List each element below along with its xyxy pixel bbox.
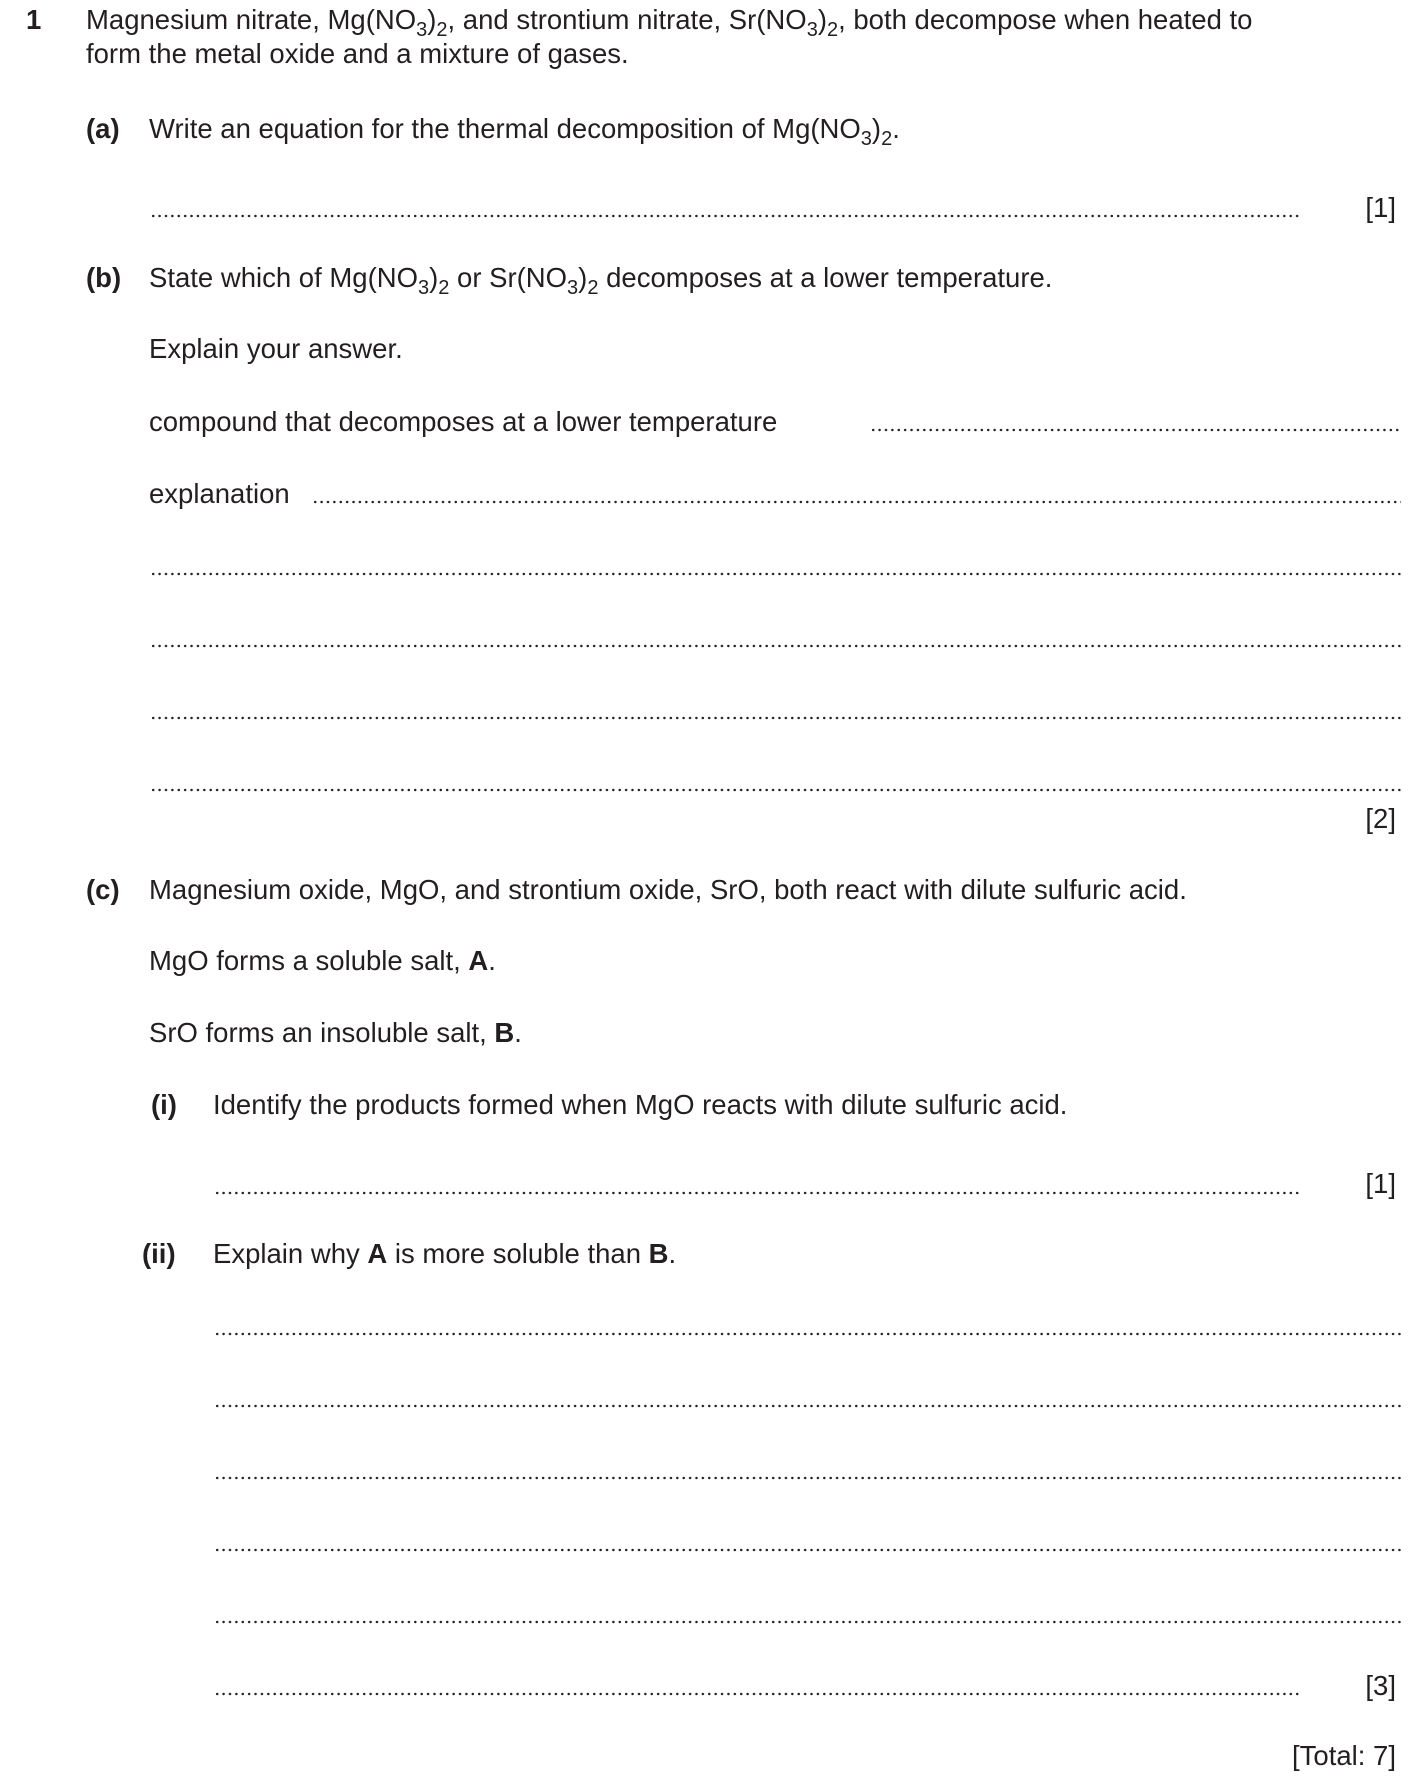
part-c-ii-mark: [3] <box>1365 1670 1396 1701</box>
part-c-salt-a: MgO forms a soluble salt, A. <box>149 945 496 976</box>
part-b-explanation-line-2[interactable] <box>150 572 1401 576</box>
part-a-mark: [1] <box>1365 192 1396 223</box>
part-c-ii-answer-line-2[interactable] <box>214 1404 1401 1408</box>
part-b-explanation-line-4[interactable] <box>150 716 1401 720</box>
part-c-i-answer-line[interactable] <box>214 1191 1300 1195</box>
part-b-mark: [2] <box>1365 803 1396 834</box>
part-b-explanation-line-1[interactable] <box>312 500 1401 504</box>
part-b-text: State which of $Mg(NO_3)_2$ or $Sr(NO_3)_2$ decomposes at a lower temperature. <box>149 262 1053 299</box>
part-c-ii-answer-line-1[interactable] <box>214 1332 1401 1336</box>
part-a-label: (a) <box>86 113 120 144</box>
question-total: [Total: 7] <box>1292 1740 1396 1771</box>
part-b-instruction: Explain your answer. <box>149 333 403 364</box>
part-c-i-label: (i) <box>151 1089 177 1120</box>
question-intro-line1: Magnesium nitrate, $Mg(NO_3)_2$, and strontium nitrate, $Sr(NO_3)_2$, both decompose when heated to <box>86 4 1253 41</box>
part-c-ii-text: Explain why A is more soluble than B. <box>213 1238 677 1269</box>
part-c-ii-answer-line-6[interactable] <box>214 1692 1300 1696</box>
part-b-explanation-label: explanation <box>149 478 290 509</box>
part-a-answer-line[interactable] <box>150 214 1300 218</box>
part-c-ii-answer-line-5[interactable] <box>214 1620 1401 1624</box>
part-b-label: (b) <box>86 262 122 293</box>
part-b-compound-answer-line[interactable] <box>870 428 1401 432</box>
part-c-ii-label: (ii) <box>142 1238 176 1269</box>
part-c-i-text: Identify the products formed when MgO reacts with dilute sulfuric acid. <box>213 1089 1068 1120</box>
question-number: 1 <box>26 4 42 35</box>
part-c-label: (c) <box>86 874 120 905</box>
part-c-i-mark: [1] <box>1365 1168 1396 1199</box>
part-b-explanation-line-5[interactable] <box>150 788 1401 792</box>
part-c-text: Magnesium oxide, MgO, and strontium oxide, SrO, both react with dilute sulfuric acid. <box>149 874 1187 905</box>
part-c-salt-b: SrO forms an insoluble salt, B. <box>149 1017 522 1048</box>
part-a-text: Write an equation for the thermal decomposition of $Mg(NO_3)_2$. <box>149 113 900 150</box>
part-c-ii-answer-line-3[interactable] <box>214 1476 1401 1480</box>
part-c-ii-answer-line-4[interactable] <box>214 1548 1401 1552</box>
question-intro-line2: form the metal oxide and a mixture of gases. <box>86 38 629 69</box>
part-b-explanation-line-3[interactable] <box>150 644 1401 648</box>
part-b-compound-label: compound that decomposes at a lower temperature <box>149 406 778 437</box>
